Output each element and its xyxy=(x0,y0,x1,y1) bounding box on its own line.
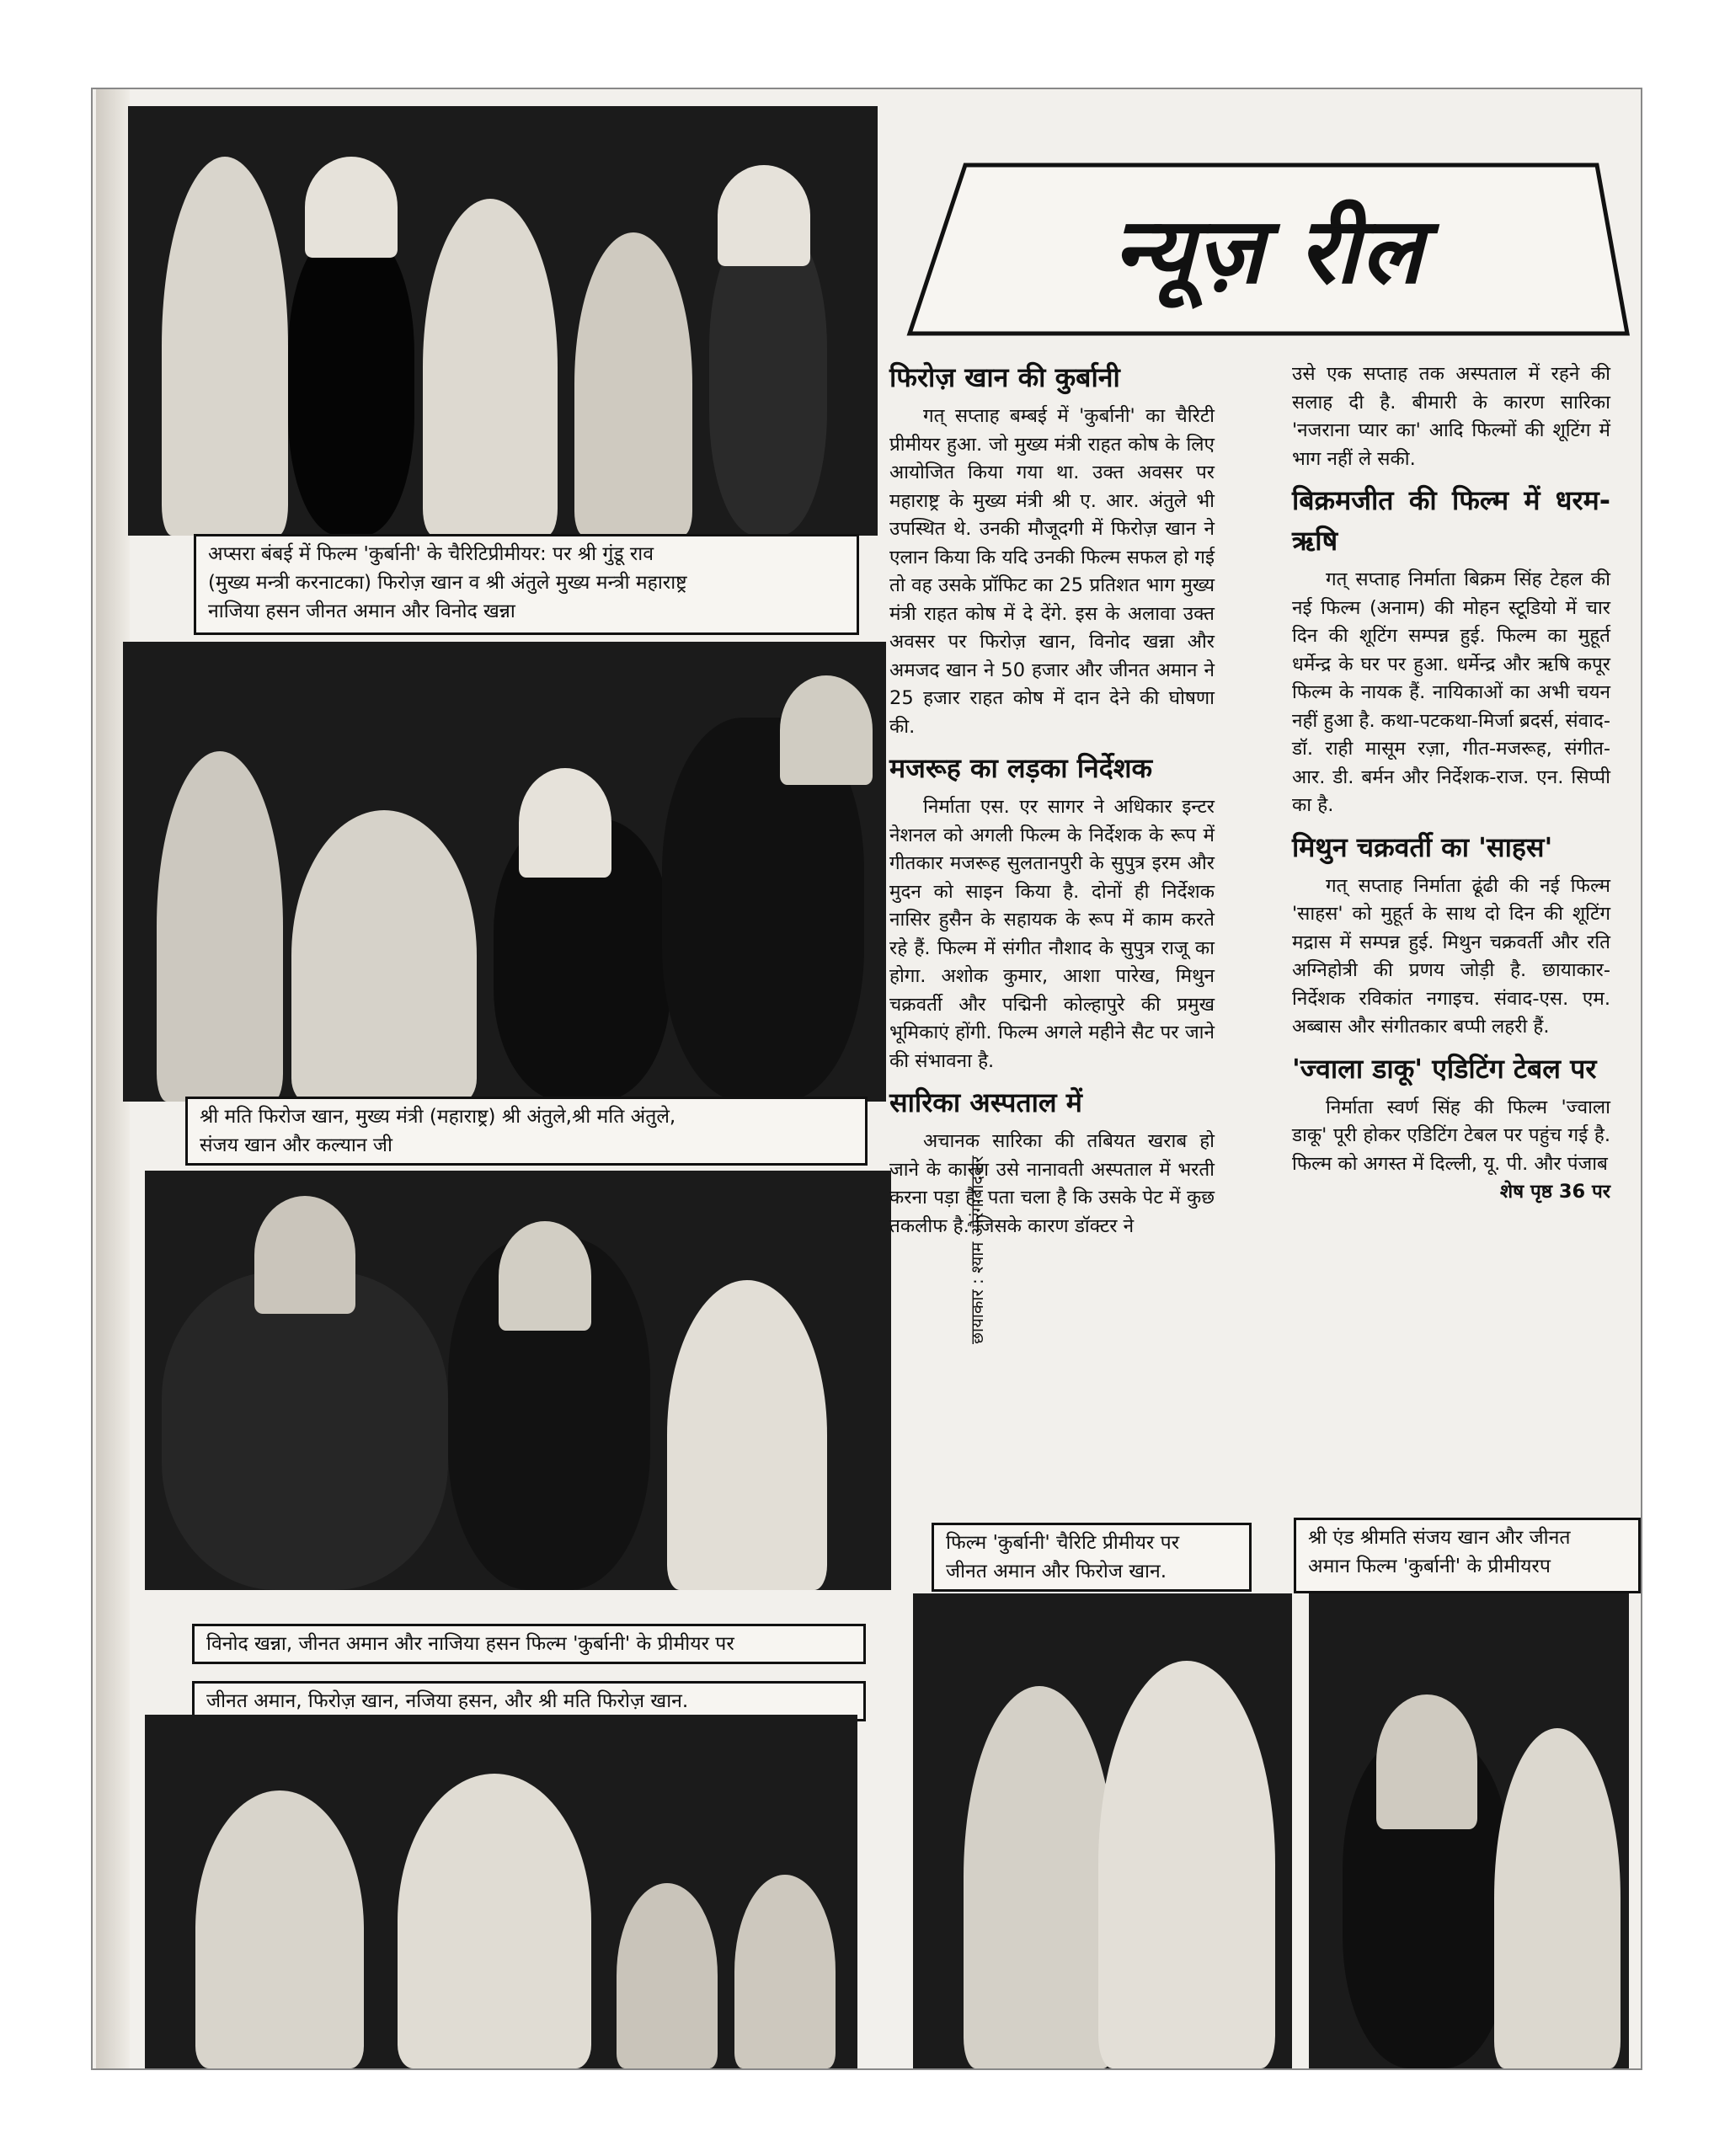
photo-chief-minister-group xyxy=(123,642,886,1102)
photo-credit: छायाकार : श्याम औरंगाबादकर xyxy=(967,1155,987,1344)
caption-photo5 xyxy=(932,1523,1252,1592)
body-sarika: अचानक सारिका की तबियत खराब हो जाने के कारण उसे नानावती अस्पताल में भरती करना पड़ा है. पता चला है कि उसके पेट में कुछ तकलीफ है. जिसके कारण डॉक्टर ने xyxy=(889,1130,1215,1237)
caption-line: जीनत अमान, फिरोज़ खान, नजिया हसन, और श्री मति फिरोज़ खान. xyxy=(206,1690,689,1712)
caption-photo2 xyxy=(185,1097,868,1166)
column-2 xyxy=(1292,360,1610,1207)
column-1 xyxy=(889,350,1215,1241)
photo-sanjay-khan-zeenat xyxy=(1309,1593,1629,2068)
body-mithun: गत् सप्ताह निर्माता ढूंढी की नई फिल्म 'साहस' को मुहूर्त के साथ दो दिन की शूटिंग मद्रास में सम्पन्न हुई. मिथुन चक्रवर्ती और रति अग्निहोत्री की प्रणय जोड़ी है. छायाकार-निर्देशक रविकांत नगाइच. संवाद-एस. एम. अब्बास और संगीतकार बप्पी लहरी हैं. xyxy=(1292,874,1610,1038)
caption-line: श्री मति फिरोज खान, मुख्य मंत्री (महाराष्ट्र) श्री अंतुले,श्री मति अंतुले, xyxy=(200,1106,676,1128)
body-majrooh: निर्माता एस. एर सागर ने अधिकार इन्टर नेशनल को अगली फिल्म के निर्देशक के रूप में गीतकार मजरूह सुलतानपुरी के सुपुत्र इरम और मुदन को साइन किया है. दोनों ही निर्देशक नासिर हुसैन के सहायक के रूप में काम करते रहे हैं. फिल्म में संगीत नौशाद के सुपुत्र राजू का होगा. अशोक कुमार, आशा पारेख, मिथुन चक्रवर्ती और पद्मिनी कोल्हापुरे की प्रमुख भूमिकाएं होंगी. फिल्म अगले महीने सैट पर जाने की संभावना है. xyxy=(889,796,1215,1072)
masthead-title: न्यूज़ रील xyxy=(1113,198,1424,304)
continued-note: शेष पृष्ठ 36 पर xyxy=(1499,1181,1610,1203)
caption-line: (मुख्य मन्त्री करनाटका) फिरोज़ खान व श्री अंतुले मुख्य मन्त्री महाराष्ट्र xyxy=(208,572,687,594)
caption-line: संजय खान और कल्यान जी xyxy=(200,1134,392,1156)
heading-feroz-khan: फिरोज़ खान की कुर्बानी xyxy=(889,361,1120,393)
photo-vinod-zeenat-nazia xyxy=(145,1171,891,1590)
body-jwala-daku: निर्माता स्वर्ण सिंह की फिल्म 'ज्वाला डाकू' पूरी होकर एडिटिंग टेबल पर पहुंच गई है. फिल्म को अगस्त में दिल्ली, यू. पी. और पंजाब xyxy=(1292,1096,1610,1175)
heading-jwala-daku: 'ज्वाला डाकू' एडिटिंग टेबल पर xyxy=(1292,1052,1597,1085)
photo-zeenat-feroz xyxy=(913,1593,1292,2068)
caption-line: श्री एंड श्रीमति संजय खान और जीनत xyxy=(1308,1527,1571,1549)
caption-photo1 xyxy=(194,534,859,635)
magazine-page xyxy=(91,88,1642,2070)
body-sarika-continued: उसे एक सप्ताह तक अस्पताल में रहने की सलाह दी है. बीमारी के कारण सारिका 'नजराना प्यार का' आदि फिल्मों की शूटिंग में भाग नहीं ले सकी. xyxy=(1292,363,1610,470)
heading-sarika: सारिका अस्पताल में xyxy=(889,1086,1082,1118)
caption-line: फिल्म 'कुर्बानी' चैरिटि प्रीमीयर पर xyxy=(946,1532,1180,1554)
caption-line: विनोद खन्ना, जीनत अमान और नाजिया हसन फिल्म 'कुर्बानी' के प्रीमीयर पर xyxy=(206,1633,734,1655)
caption-photo6 xyxy=(1294,1518,1641,1593)
heading-majrooh: मजरूह का लड़का निर्देशक xyxy=(889,752,1153,784)
heading-mithun: मिथुन चक्रवर्ती का 'साहस' xyxy=(1292,830,1553,863)
caption-line: नाजिया हसन जीनत अमान और विनोद खन्ना xyxy=(208,600,515,622)
body-feroz-khan: गत् सप्ताह बम्बई में 'कुर्बानी' का चैरिटी प्रीमीयर हुआ. जो मुख्य मंत्री राहत कोष के लिए आयोजित किया गया था. उक्त अवसर पर महाराष्ट्र के मुख्य मंत्री श्री ए. आर. अंतुले भी उपस्थित थे. उनकी मौजूदगी में फिरोज़ खान ने एलान किया कि यदि उनकी फिल्म सफल हो गई तो वह उसके प्रॉफिट का 25 प्रतिशत भाग मुख्य मंत्री राहत कोष में दे देंगे. इस के अलावा उक्त अवसर पर फिरोज़ खान, विनोद खन्ना और अमजद खान ने 50 हजार और जीनत अमान ने 25 हजार राहत कोष में दान देने की घोषणा की. xyxy=(889,405,1215,738)
caption-line: अमान फिल्म 'कुर्बानी' के प्रीमीयरप xyxy=(1308,1556,1551,1577)
caption-line: जीनत अमान और फिरोज खान. xyxy=(946,1561,1167,1582)
photo-premiere-group xyxy=(128,106,878,536)
masthead-news-reel xyxy=(906,160,1631,345)
heading-bikramjeet: बिक्रमजीत की फिल्म में धरम-ऋषि xyxy=(1292,484,1610,557)
body-bikramjeet: गत् सप्ताह निर्माता बिक्रम सिंह टेहल की नई फिल्म (अनाम) की मोहन स्टूडियो में चार दिन की शूटिंग सम्पन्न हुई. फिल्म का मुहूर्त धर्मेन्द्र के घर पर हुआ. धर्मेन्द्र और ऋषि कपूर फिल्म के नायक हैं. नायिकाओं का अभी चयन नहीं हुआ है. कथा-पटकथा-मिर्जा ब्रदर्स, संवाद-डॉ. राही मासूम रज़ा, गीत-मजरूह, संगीत-आर. डी. बर्मन और निर्देशक-राज. एन. सिप्पी का है. xyxy=(1292,568,1610,816)
photo-feroz-khan-garlanded xyxy=(145,1715,857,2068)
caption-photo3 xyxy=(192,1624,866,1664)
caption-line: अप्सरा बंबई में फिल्म 'कुर्बानी' के चैरिटिप्रीमीयर: पर श्री गुंडू राव xyxy=(208,543,654,565)
